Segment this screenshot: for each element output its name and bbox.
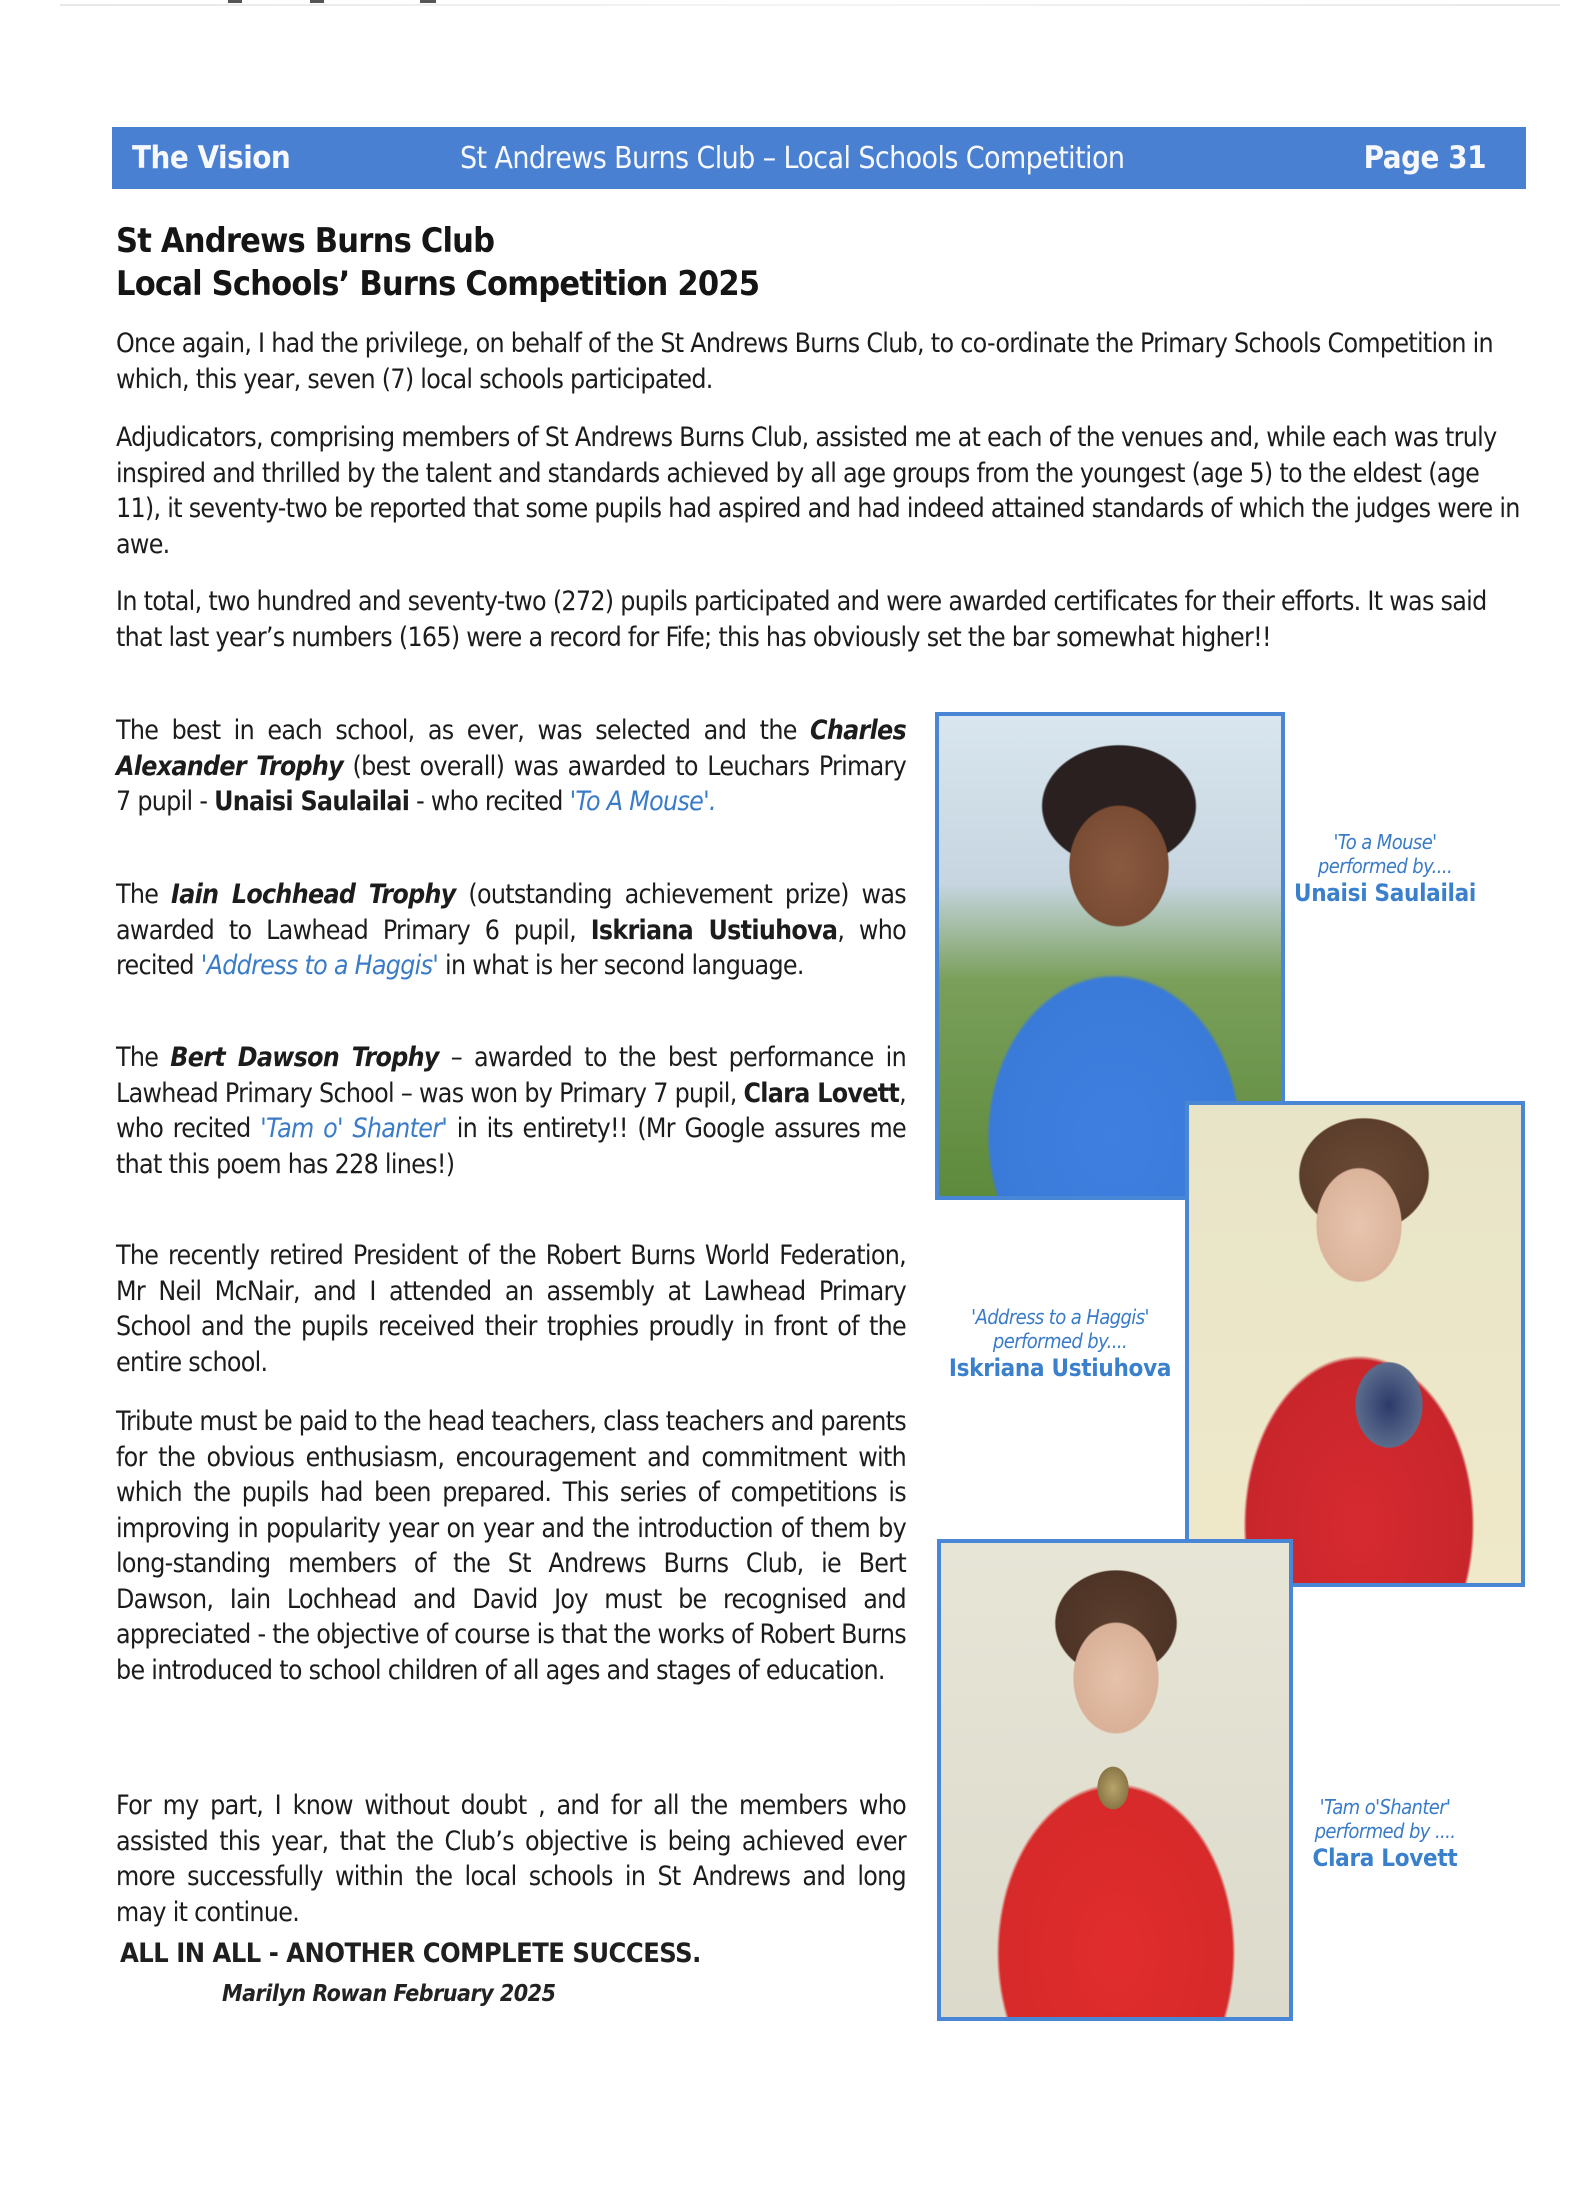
title-line-1: St Andrews Burns Club [116, 221, 495, 261]
scan-artifact-mark [420, 0, 436, 3]
caption-poem: 'Address to a Haggis' [971, 1305, 1149, 1329]
trophy-name: Bert Dawson Trophy [170, 1042, 439, 1073]
caption-address-to-a-haggis [945, 1305, 1175, 1383]
caption-pupil-name: Unaisi Saulailai [1293, 879, 1477, 907]
photo-clara-lovett-cup [1185, 1101, 1525, 1587]
poem-title: 'Address to a Haggis' [200, 950, 439, 981]
poem-title: 'To A Mouse'. [569, 786, 716, 817]
caption-to-a-mouse [1290, 830, 1480, 908]
caption-performed-by: performed by.... [1317, 854, 1453, 878]
paragraph-tribute: Tribute must be paid to the head teachers, class teachers and parents for the obvious enthusiasm, encouragement and commitment with which the pupils had been prepared. This series of competitions is improving in popularity year on year and the introduction of them by long-standing members of the St Andrews Burns Club, ie Bert Dawson, Iain Lochhead and David Joy must be recognised and appreciated - the objective of course is that the works of Robert Burns be introduced to school children of all ages and stages of education. [116, 1406, 906, 1686]
trophy-name: Charles Alexander Trophy [116, 715, 906, 782]
paragraph-bert-dawson-trophy: The Bert Dawson Trophy – awarded to the best performance in Lawhead Primary School – was won by Primary 7 pupil, Clara Lovett, who recited 'Tam o' Shanter' in its entirety!! (Mr Google assures me that this poem has 228 lines!) [116, 1042, 907, 1180]
poem-title: 'Tam o' Shanter' [260, 1113, 448, 1144]
scan-artifact-mark [228, 0, 242, 3]
paragraph-conclusion: For my part, I know without doubt , and for all the members who assisted this year, that the Club’s objective is being achieved ever more successfully within the local schools in St Andrews and long may it continue. [116, 1790, 906, 1928]
caption-pupil-name: Iskriana Ustiuhova [948, 1354, 1172, 1382]
pupil-name: Clara Lovett [743, 1077, 900, 1109]
trophy-name: Iain Lochhead Trophy [171, 879, 456, 910]
author-signature: Marilyn Rowan February 2025 [222, 1981, 556, 2007]
caption-performed-by: performed by .... [1314, 1819, 1456, 1843]
caption-poem: 'To a Mouse' [1333, 830, 1437, 854]
page-number: Page 31 [1363, 140, 1486, 176]
title-line-2: Local Schools’ Burns Competition 2025 [116, 264, 760, 304]
article-title [116, 220, 759, 306]
pupil-name: Iskriana Ustiuhova [590, 914, 838, 946]
caption-pupil-name: Clara Lovett [1312, 1844, 1458, 1872]
closing-statement: ALL IN ALL - ANOTHER COMPLETE SUCCESS. [120, 1938, 701, 1969]
paragraph-intro: Once again, I had the privilege, on behalf of the St Andrews Burns Club, to co-ordinate the Primary Schools Competition in which, this year, seven (7) local schools participated. [116, 328, 1493, 395]
caption-tam-o-shanter [1290, 1795, 1480, 1873]
paragraph-totals: In total, two hundred and seventy-two (272) pupils participated and were awarded certificates for their efforts. It was said that last year’s numbers (165) were a record for Fife; this has obviously set the bar somewhat higher!! [116, 586, 1487, 653]
publication-name: The Vision [132, 140, 291, 176]
paragraph-adjudicators: Adjudicators, comprising members of St Andrews Burns Club, assisted me at each of the venues and, while each was truly inspired and thrilled by the talent and standards achieved by all age groups from the youngest (age 5) to the eldest (age 11), it seventy-two be reported that some pupils had aspired and had indeed attained standards of which the judges were in awe. [116, 422, 1520, 560]
paragraph-assembly: The recently retired President of the Robert Burns World Federation, Mr Neil McNair, and I attended an assembly at Lawhead Primary School and the pupils received their trophies proudly in front of the entire school. [116, 1240, 906, 1378]
section-title: St Andrews Burns Club – Local Schools Competition [460, 140, 1125, 176]
scan-artifact-mark [310, 0, 324, 3]
caption-performed-by: performed by.... [992, 1329, 1128, 1353]
photo-small-trophy [937, 1539, 1293, 2021]
paragraph-charles-alexander-trophy: The best in each school, as ever, was selected and the Charles Alexander Trophy (best overall) was awarded to Leuchars Primary 7 pupil - Unaisi Saulailai - who recited 'To A Mouse'. [116, 715, 906, 817]
scan-artifact-line [60, 4, 1560, 6]
caption-poem: 'Tam o'Shanter' [1319, 1795, 1451, 1819]
paragraph-iain-lochhead-trophy: The Iain Lochhead Trophy (outstanding achievement prize) was awarded to Lawhead Primary 6 pupil, Iskriana Ustiuhova, who recited 'Address to a Haggis' in what is her second language. [116, 879, 907, 981]
pupil-name: Unaisi Saulailai [214, 786, 410, 817]
page-header-bar [112, 127, 1526, 189]
